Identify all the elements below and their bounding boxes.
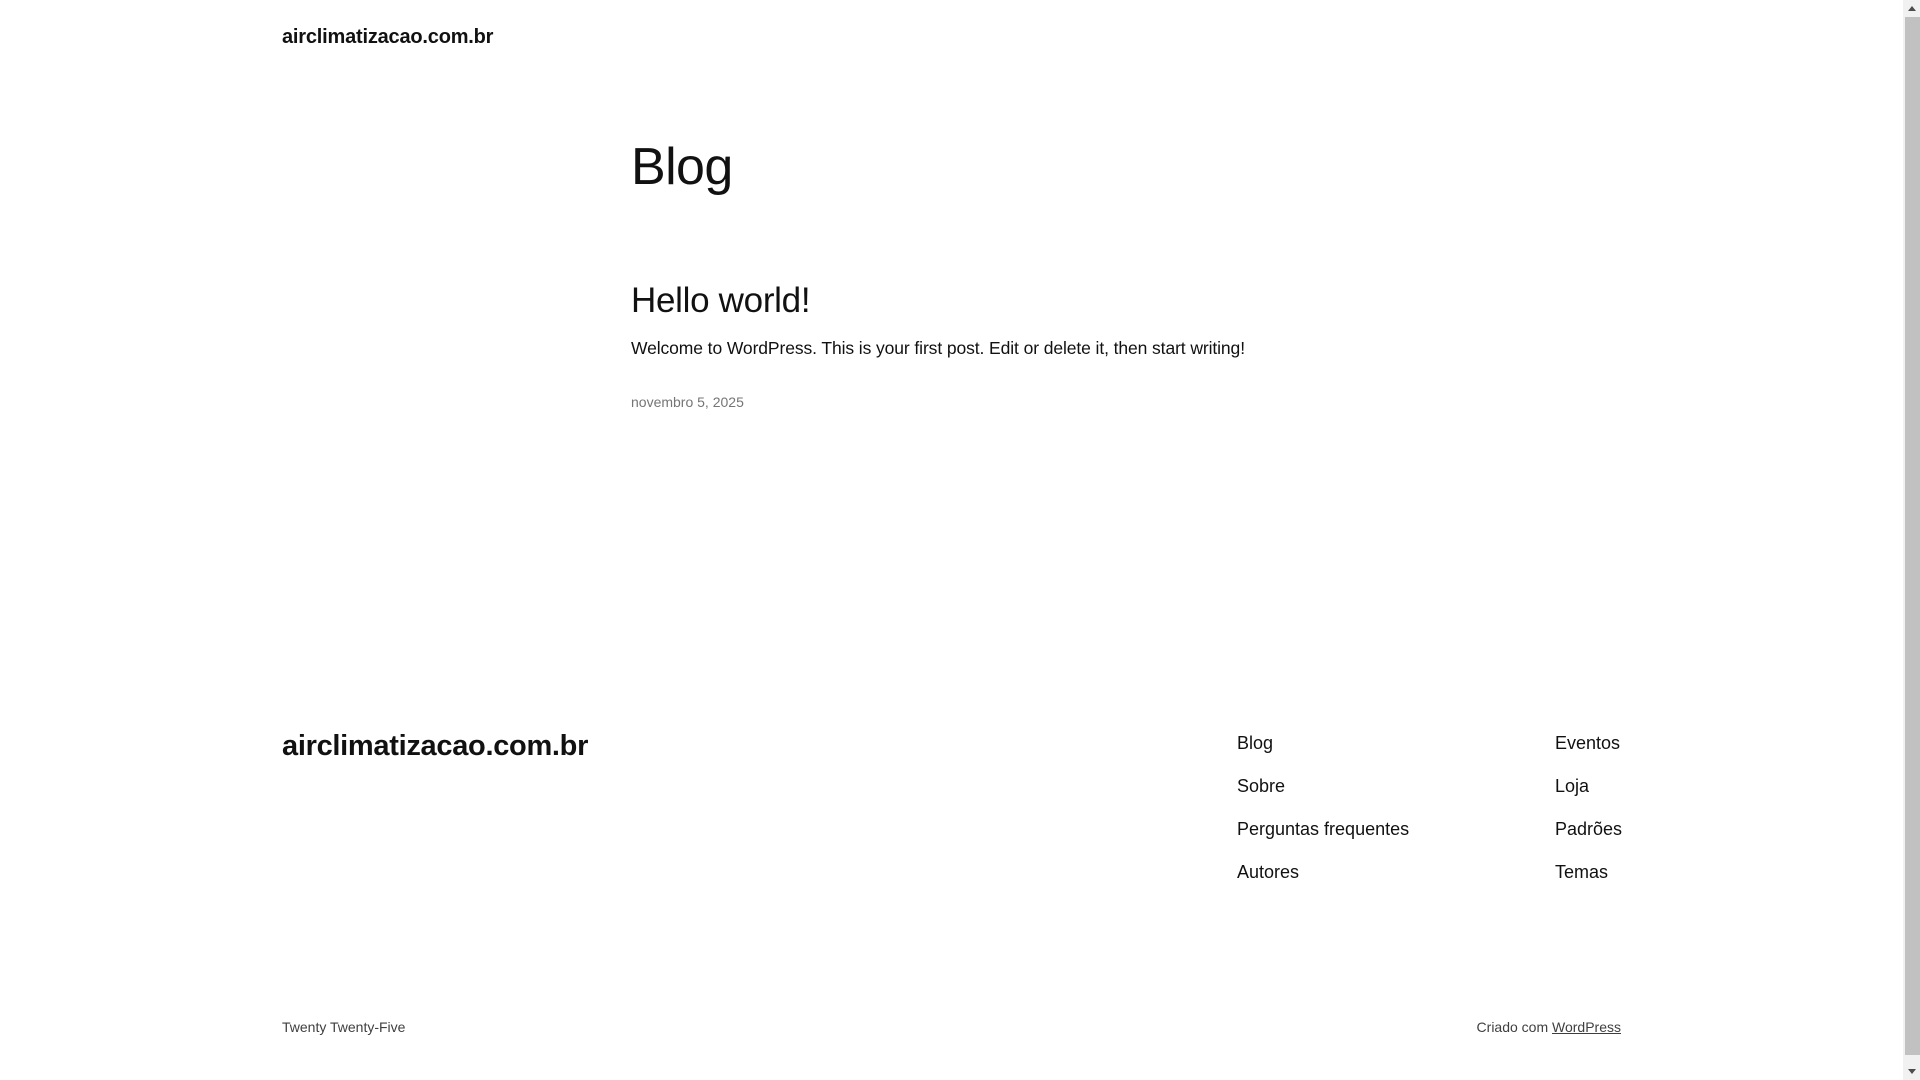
arrow-down-icon xyxy=(1908,1069,1916,1074)
scrollbar[interactable] xyxy=(1903,0,1920,1080)
powered-by xyxy=(1477,1019,1621,1036)
footer-nav-item xyxy=(1555,775,1622,797)
footer-nav-item xyxy=(1237,861,1409,883)
footer-nav-eventos[interactable]: Eventos xyxy=(1555,733,1621,753)
site-title-link[interactable]: airclimatizacao.com.br xyxy=(282,26,494,48)
powered-by-text: Criado com xyxy=(1476,1019,1553,1035)
footer-nav-item xyxy=(1555,732,1622,754)
scrollbar-down-button[interactable] xyxy=(1903,1063,1920,1080)
footer-nav-temas[interactable]: Temas xyxy=(1555,862,1609,882)
wordpress-link[interactable]: WordPress xyxy=(1552,1019,1621,1035)
post-title xyxy=(631,280,810,322)
scrollbar-up-button[interactable] xyxy=(1903,0,1920,17)
footer-nav-item xyxy=(1237,732,1409,754)
post-excerpt: Welcome to WordPress. This is your first post. Edit or delete it, then start writing! xyxy=(631,338,1245,358)
footer-nav-sobre[interactable]: Sobre xyxy=(1237,776,1286,796)
footer-nav-blog[interactable]: Blog xyxy=(1237,733,1274,753)
post-title-link[interactable]: Hello world! xyxy=(631,281,811,320)
theme-credit: Twenty Twenty-Five xyxy=(282,1019,406,1035)
scrollbar-thumb[interactable] xyxy=(1905,17,1920,1055)
footer-nav-item xyxy=(1237,775,1409,797)
footer-nav-item xyxy=(1555,818,1622,840)
post-date: novembro 5, 2025 xyxy=(631,394,744,410)
footer-nav-column-2 xyxy=(1555,732,1622,904)
footer-nav-loja[interactable]: Loja xyxy=(1555,776,1590,796)
page-title: Blog xyxy=(631,138,733,196)
footer-nav-item xyxy=(1555,861,1622,883)
footer-nav-perguntas-frequentes[interactable]: Perguntas frequentes xyxy=(1237,819,1410,839)
footer-nav-column-1 xyxy=(1237,732,1409,904)
footer-nav-autores[interactable]: Autores xyxy=(1237,862,1300,882)
footer-nav-item xyxy=(1237,818,1409,840)
footer-nav-padroes[interactable]: Padrões xyxy=(1555,819,1623,839)
arrow-up-icon xyxy=(1908,6,1916,11)
footer-site-title-link[interactable]: airclimatizacao.com.br xyxy=(282,730,589,762)
